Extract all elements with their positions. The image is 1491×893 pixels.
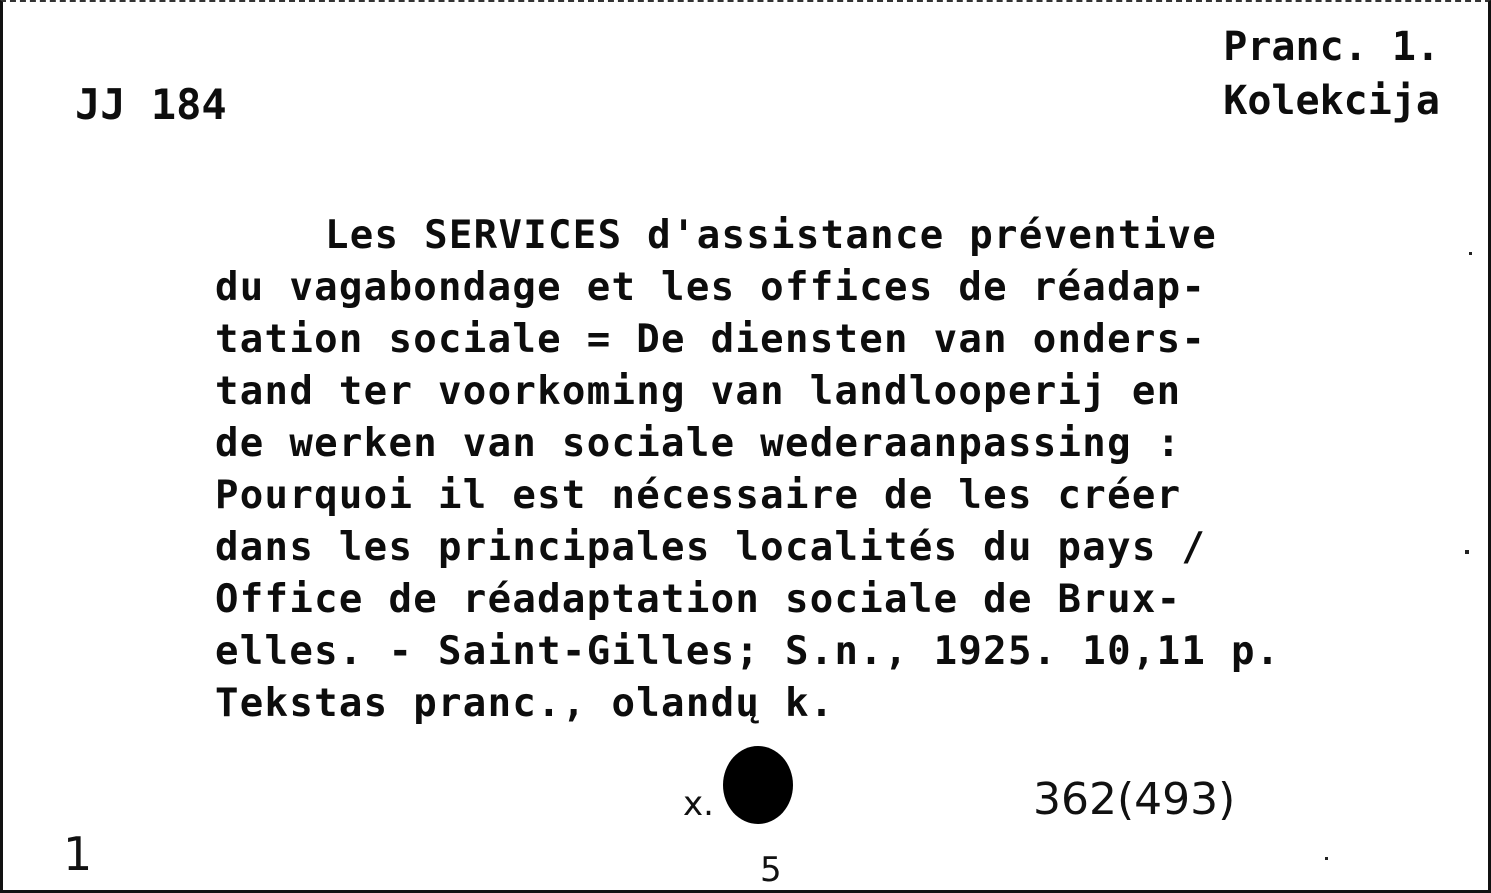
bibliographic-description (215, 210, 1465, 730)
ink-speck (1325, 857, 1328, 860)
description-line: tation sociale = De diensten van onders- (215, 317, 1207, 362)
description-line: dans les principales localités du pays / (215, 525, 1207, 570)
ink-speck (1465, 550, 1469, 554)
description-line: tand ter voorkoming van landlooperij en (215, 369, 1182, 414)
description-line: Tekstas pranc., olandų k. (215, 681, 835, 726)
punch-hole (723, 746, 793, 824)
call-number: JJ 184 (75, 80, 227, 129)
description-line: Pourquoi il est nécessaire de les créer (215, 473, 1182, 518)
description-line: de werken van sociale wederaanpassing : (215, 421, 1182, 466)
description-line: elles. - Saint-Gilles; S.n., 1925. 10,11 p. (215, 629, 1281, 674)
handwritten-page-mark: 1 (63, 827, 93, 881)
description-line: Office de réadaptation sociale de Brux- (215, 577, 1182, 622)
header-line-collection: Kolekcija (1223, 78, 1440, 124)
ink-speck (1469, 252, 1472, 255)
description-line: du vagabondage et les offices de réadap- (215, 265, 1207, 310)
classification-number: 362(493) (1033, 774, 1236, 825)
description-line: Les SERVICES d'assistance préventive (325, 213, 1218, 258)
header-line-language: Pranc. 1. (1223, 24, 1440, 70)
handwritten-mark-below-hole: 5 (760, 850, 782, 890)
collection-header (1223, 20, 1440, 128)
handwritten-x-mark: x. (683, 784, 714, 824)
